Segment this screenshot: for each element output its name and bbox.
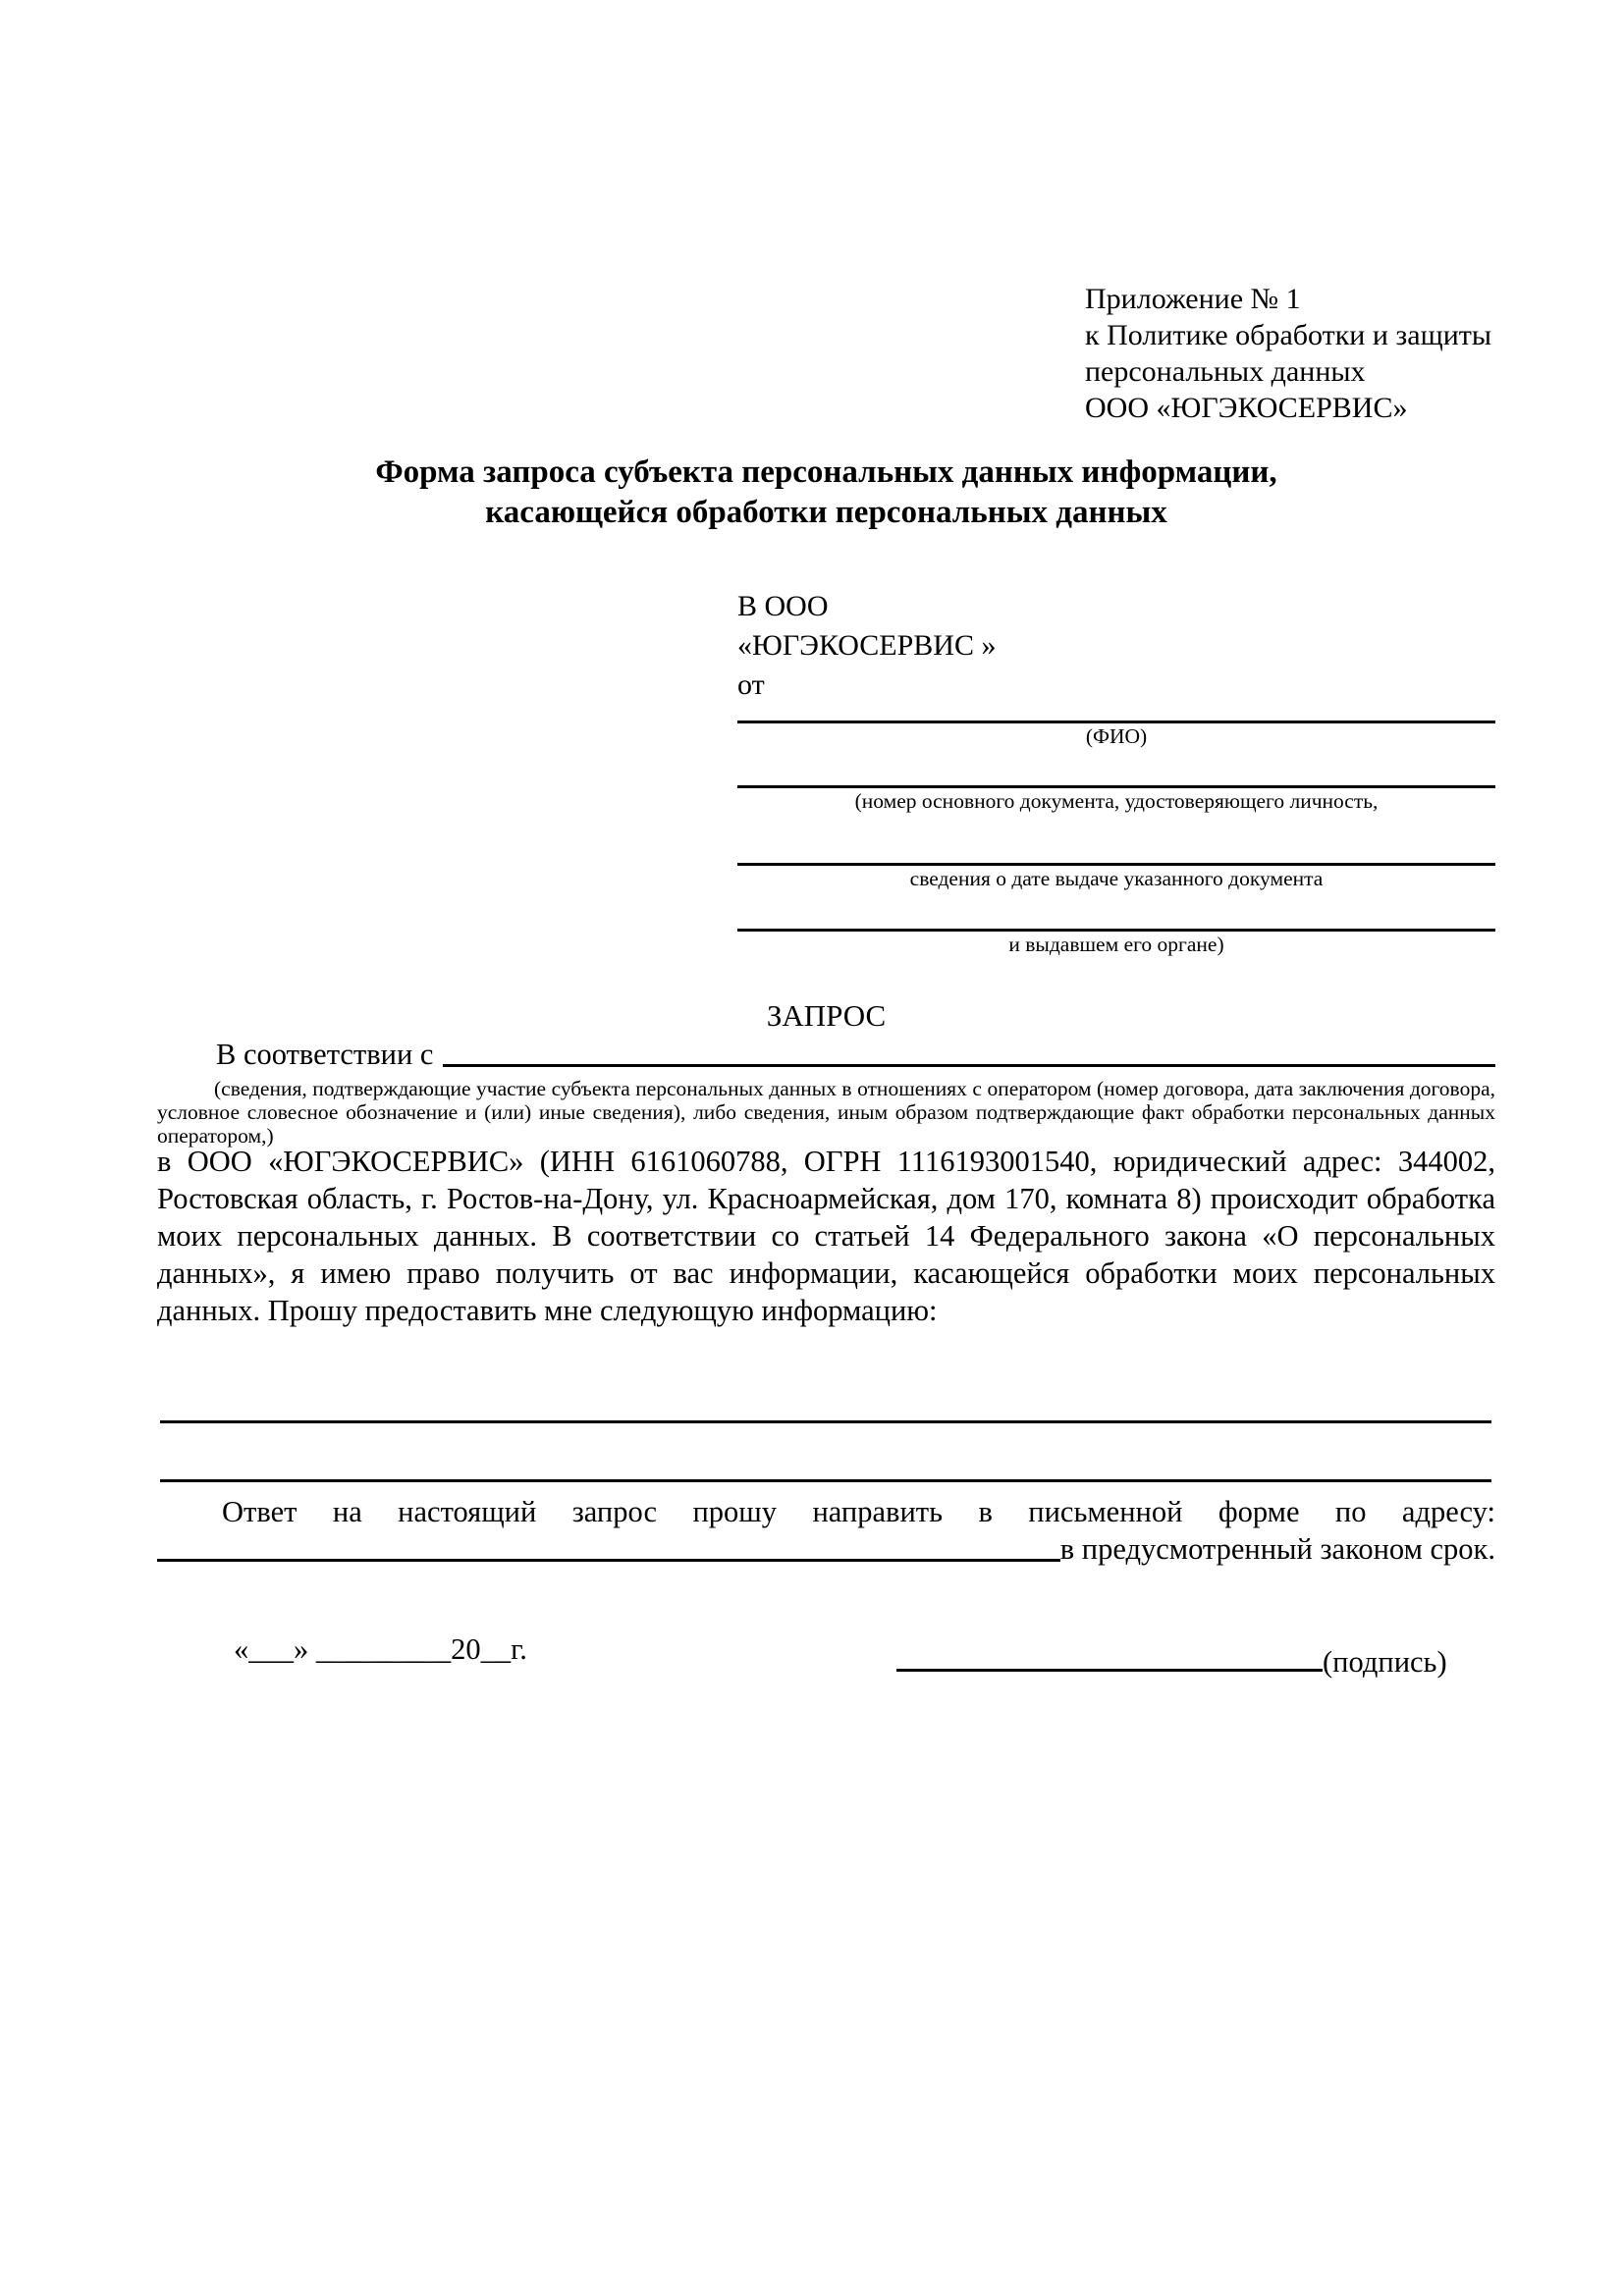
doc-date-blank-line [737,814,1495,866]
signature-blank-line [896,1600,1323,1672]
explanatory-note: (сведения, подтверждающие участие субъекта персональных данных в отношениях с оператором (номер договора, дата заключения договора, условное словесное обозначение и (или) иные сведения), либо сведения, иным образом подтверждающие факт обработки персональных данных оператором,) [157,1077,1495,1148]
reply-address-row [157,1530,1495,1568]
appendix-header-line: персональных данных [1085,355,1366,388]
document-title-line1: Форма запроса субъекта персональных данных информации, [375,454,1277,490]
appendix-header-line: ООО «ЮГЭКОСЕРВИС» [1085,392,1408,424]
date-field: «___» _________20__г. [234,1632,527,1666]
fio-caption: (ФИО) [1085,724,1148,748]
doc-number-blank-line [737,749,1495,788]
addressee-to-line1: В ООО [737,590,829,622]
appendix-header [1085,281,1507,426]
address-blank-line [157,1559,1060,1562]
document-title-line2: касающейся обработки персональных данных [485,495,1167,530]
doc-issuer-caption: и выдавшем его органе) [1008,933,1224,956]
request-body-paragraph: в ООО «ЮГЭКОСЕРВИС» (ИНН 6161060788, ОГРН 1116193001540, юридический адрес: 344002, Ростовская область, г. Ростов-на-Дону, ул. Красноармейская, дом 170, комната 8) происходит обработка моих персональных данных. В соответствии со статьей 14 Федерального закона «О персональных данных», я имею право получить от вас информации, касающейся обработки моих персональных данных. Прошу предоставить мне следующую информацию: [157,1145,1495,1327]
fio-blank-line [737,705,1495,723]
compliance-blank-line [443,1064,1495,1067]
info-blank-line-1 [160,1420,1491,1423]
signature-caption: (подпись) [1323,1645,1447,1679]
appendix-header-line: Приложение № 1 [1085,283,1301,315]
addressee-to-line2: «ЮГЭКОСЕРВИС » [737,629,997,662]
doc-date-caption: сведения о дате выдаче указанного документа [909,867,1324,890]
doc-number-caption: (номер основного документа, удостоверяющего личность, [854,789,1379,813]
addressee-from-label: от [737,668,765,701]
reply-sentence: Ответ на настоящий запрос прошу направить в письменной форме по адресу: [222,1495,1495,1528]
info-blank-line-2 [160,1479,1491,1482]
reply-tail-text: в предусмотренный законом срок. [1059,1532,1495,1566]
request-heading: ЗАПРОС [766,998,887,1033]
doc-issuer-blank-line [737,891,1495,932]
compliance-intro-row [157,1036,1495,1073]
compliance-intro-label: В соответствии с [216,1038,434,1071]
signature-row [896,1600,1447,1679]
addressee-block [737,587,1495,957]
appendix-header-line: к Политике обработки и защиты [1085,319,1492,351]
document-title [157,453,1495,533]
